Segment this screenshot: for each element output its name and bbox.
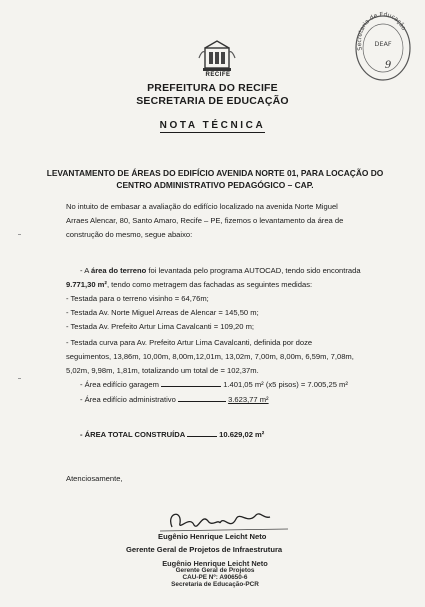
name-stamp: [140, 560, 290, 588]
intro-line-2: Arraes Alencar, 80, Santo Amaro, Recife – PE, fizemos o levantamento da área de: [66, 216, 344, 225]
subject-line-1: LEVANTAMENTO DE ÁREAS DO EDIFÍCIO AVENIDA NORTE 01, PARA LOCAÇÃO DO: [46, 168, 384, 178]
leader-line: [187, 436, 217, 437]
name-stamp-name: Eugênio Henrique Leicht Neto: [162, 559, 268, 568]
scan-mark: [18, 234, 21, 235]
org-department: SECRETARIA DE EDUCAÇÃO: [136, 95, 289, 107]
name-stamp-registration: CAU-PE Nº: A90650-6: [182, 574, 248, 581]
leader-line: [178, 401, 226, 402]
area-admin-label: - Área edifício administrativo: [80, 395, 176, 404]
total-area-label: - ÁREA TOTAL CONSTRUÍDA: [80, 430, 185, 439]
measure-item: - Testada Av. Norte Miguel Arreas de Alencar = 145,50 m;: [66, 308, 259, 317]
department-stamp: [352, 10, 414, 84]
measure-item: - Testada Av. Prefeito Artur Lima Cavalcanti = 109,20 m;: [66, 322, 255, 331]
document-subject: [30, 167, 400, 191]
total-area: [80, 430, 264, 439]
area-admin: [80, 395, 269, 404]
measure-item: - Testada curva para Av. Prefeito Artur Lima Cavalcanti, definida por doze: [66, 338, 313, 347]
name-stamp-role: Gerente Geral de Projetos: [175, 567, 255, 574]
scan-mark: [18, 378, 21, 379]
leader-line: [161, 386, 221, 387]
signatory-title: Gerente Geral de Projetos de Infraestrutura: [126, 545, 283, 554]
terrain-area: 9.771,30 m²: [66, 280, 107, 289]
name-stamp-department: Secretaria de Educação-PCR: [171, 581, 259, 588]
terrain-term: área do terreno: [90, 266, 147, 275]
intro-line-3: construção do mesmo, segue abaixo:: [66, 230, 193, 239]
signatory-name: Eugênio Henrique Leicht Neto: [158, 532, 267, 541]
document-type: [0, 120, 425, 131]
intro-line-1: No intuito de embasar a avaliação do edifício localizado na avenida Norte Miguel: [66, 202, 338, 211]
area-garage: [80, 380, 348, 389]
curve-detail-2: 5,02m, 9,98m, 1,81m, totalizando um total de = 102,37m.: [66, 366, 259, 375]
subject-line-2: CENTRO ADMINISTRATIVO PEDAGÓGICO – CAP.: [116, 180, 314, 190]
area-admin-value: 3.623,77 m²: [228, 395, 269, 404]
city-crest-icon: [197, 38, 237, 74]
handwritten-signature: [160, 505, 290, 535]
closing: Atenciosamente,: [66, 474, 123, 483]
stamp-dept: DEAF: [374, 40, 392, 48]
stamp-mark: 9: [384, 60, 392, 71]
curve-detail-1: seguimentos, 13,86m, 10,00m, 8,00m,12,01m, 13,02m, 7,00m, 8,00m, 6,59m, 7,08m,: [66, 352, 354, 361]
terrain-line-1: [80, 266, 361, 275]
terrain-line-2: [66, 280, 312, 289]
terrain-prefix: - A: [80, 266, 91, 275]
terrain-rest: , tendo como metragem das fachadas as seguintes medidas:: [106, 280, 313, 289]
stamp-arc-text: Secretaria de Educação: [355, 11, 408, 52]
area-garage-label: - Área edifício garagem: [80, 380, 159, 389]
document-type-text: NOTA TÉCNICA: [159, 120, 266, 131]
org-name: PREFEITURA DO RECIFE: [147, 82, 278, 94]
measure-item: - Testada para o terreno visinho = 64,76m;: [66, 294, 209, 303]
terrain-method: foi levantada pelo programa AUTOCAD, tendo sido encontrada: [146, 266, 361, 275]
area-garage-value: 1.401,05 m² (x5 pisos) = 7.005,25 m²: [223, 380, 348, 389]
crest-label: RECIFE: [205, 72, 231, 78]
total-area-value: 10.629,02 m²: [219, 430, 265, 439]
